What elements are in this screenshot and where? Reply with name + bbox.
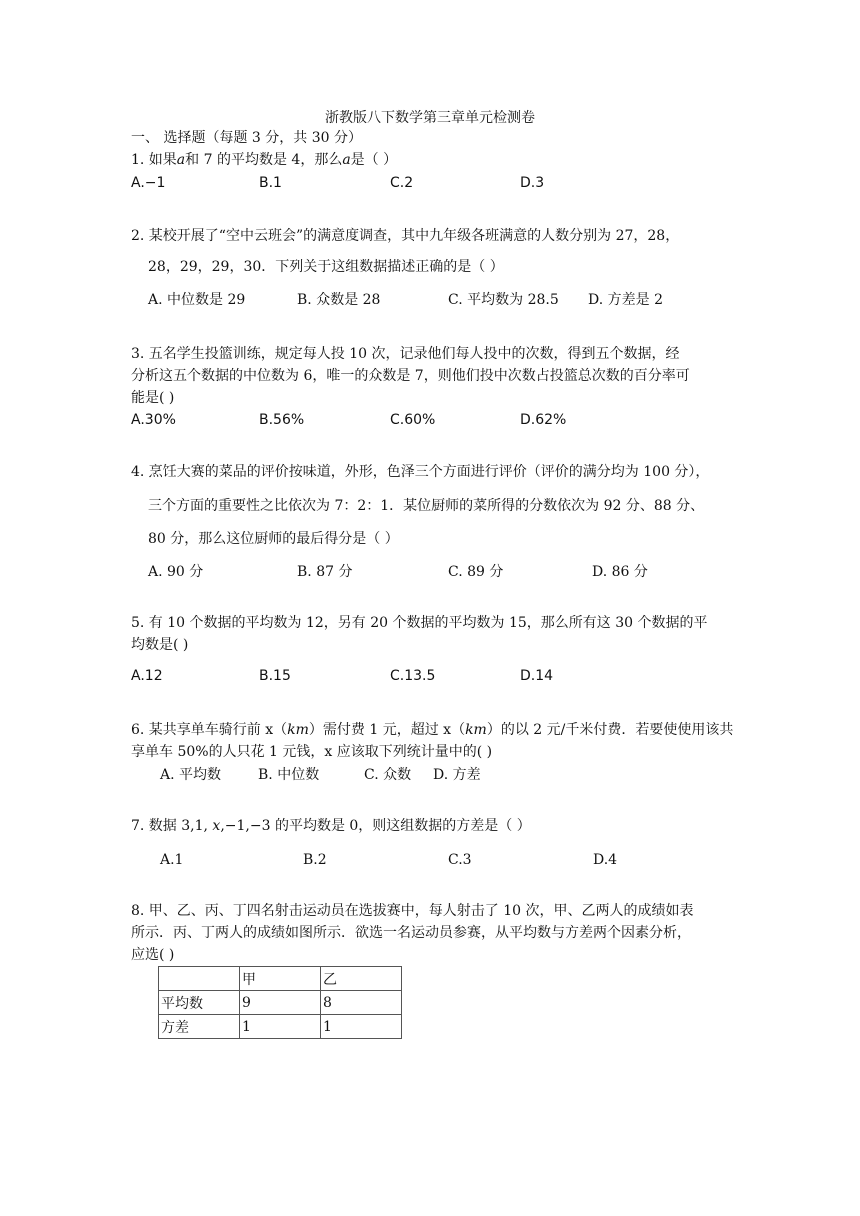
q7-option-d: D.4	[593, 852, 618, 868]
table-cell: 方差	[159, 1015, 240, 1039]
question-8-line-1: 8. 甲、乙、丙、丁四名射击运动员在选拔赛中，每人射击了 10 次，甲、乙两人的成绩如表	[131, 903, 694, 919]
q2-option-c: C. 平均数为 28.5	[448, 292, 559, 308]
q2-option-b: B. 众数是 28	[297, 292, 381, 308]
table-cell: 平均数	[159, 991, 240, 1015]
question-4-line-2: 三个方面的重要性之比依次为 7：2：1．某位厨师的菜所得的分数依次为 92 分、88 分、	[148, 498, 705, 514]
q3-option-b: B.56%	[259, 412, 305, 428]
q6-option-d: D. 方差	[433, 767, 481, 783]
table-header-cell: 乙	[321, 967, 402, 991]
page-title: 浙教版八下数学第三章单元检测卷	[325, 110, 535, 126]
q3-option-c: C.60%	[390, 412, 436, 428]
q3-option-a: A.30%	[131, 412, 176, 428]
table-cell: 9	[240, 991, 321, 1015]
question-8-line-3: 应选( )	[131, 947, 175, 963]
q5-option-b: B.15	[259, 668, 291, 684]
q4-option-d: D. 86 分	[592, 564, 648, 580]
table-row	[159, 1015, 402, 1039]
q5-option-c: C.13.5	[390, 668, 436, 684]
question-1-stem: 1. 如果𝑎和 7 的平均数是 4，那么𝑎是（ ）	[131, 152, 398, 168]
question-3-line-2: 分析这五个数据的中位数为 6，唯一的众数是 7，则他们投中次数占投篮总次数的百分率可	[131, 368, 690, 384]
table-header-cell	[159, 967, 240, 991]
q3-option-d: D.62%	[520, 412, 567, 428]
q7-option-c: C.3	[448, 852, 472, 868]
q1-option-c: C.2	[390, 175, 414, 191]
section-heading: 一、 选择题（每题 3 分，共 30 分）	[131, 130, 362, 146]
q4-option-b: B. 87 分	[297, 564, 353, 580]
question-7-stem: 7. 数据 3,1, 𝑥,−1,−3 的平均数是 0，则这组数据的方差是（ ）	[131, 818, 531, 834]
q6-option-b: B. 中位数	[258, 767, 320, 783]
table-header-cell: 甲	[240, 967, 321, 991]
q2-option-d: D. 方差是 2	[588, 292, 663, 308]
q2-option-a: A. 中位数是 29	[148, 292, 246, 308]
question-6-line-1: 6. 某共享单车骑行前 x（𝑘𝑚）需付费 1 元，超过 x（𝑘𝑚）的以 2 元/千米付费．若要使使用该共	[131, 722, 734, 738]
q1-option-a: A.−1	[131, 175, 166, 191]
question-5-line-1: 5. 有 10 个数据的平均数为 12，另有 20 个数据的平均数为 15，那么所有这 30 个数据的平	[131, 615, 708, 631]
q5-option-a: A.12	[131, 668, 163, 684]
q1-option-d: D.3	[520, 175, 545, 191]
question-2-line-1: 2. 某校开展了“空中云班会”的满意度调查，其中九年级各班满意的人数分别为 27，28，	[131, 228, 680, 244]
q4-option-a: A. 90 分	[148, 564, 204, 580]
question-8-line-2: 所示．丙、丁两人的成绩如图所示．欲选一名运动员参赛，从平均数与方差两个因素分析，	[131, 925, 691, 941]
table-cell: 1	[321, 1015, 402, 1039]
table-cell: 1	[240, 1015, 321, 1039]
q6-option-a: A. 平均数	[160, 767, 222, 783]
question-3-line-1: 3. 五名学生投篮训练，规定每人投 10 次，记录他们每人投中的次数，得到五个数据，经	[131, 346, 680, 362]
question-2-line-2: 28，29，29，30．下列关于这组数据描述正确的是（ ）	[148, 259, 504, 275]
question-4-line-3: 80 分，那么这位厨师的最后得分是（ ）	[148, 531, 399, 547]
q1-option-b: B.1	[259, 175, 282, 191]
question-3-line-3: 能是( )	[131, 390, 175, 406]
question-6-line-2: 享单车 50%的人只花 1 元钱，x 应该取下列统计量中的( )	[131, 744, 493, 760]
q7-option-a: A.1	[160, 852, 184, 868]
q6-option-c: C. 众数	[364, 767, 412, 783]
table-row	[159, 991, 402, 1015]
table-header-row	[159, 967, 402, 991]
q4-option-c: C. 89 分	[448, 564, 504, 580]
question-4-line-1: 4. 烹饪大赛的菜品的评价按味道，外形，色泽三个方面进行评价（评价的满分均为 100 分），	[131, 464, 710, 480]
question-5-line-2: 均数是( )	[131, 637, 189, 653]
q7-option-b: B.2	[303, 852, 327, 868]
q5-option-d: D.14	[520, 668, 554, 684]
table-cell: 8	[321, 991, 402, 1015]
score-table	[158, 966, 402, 1039]
